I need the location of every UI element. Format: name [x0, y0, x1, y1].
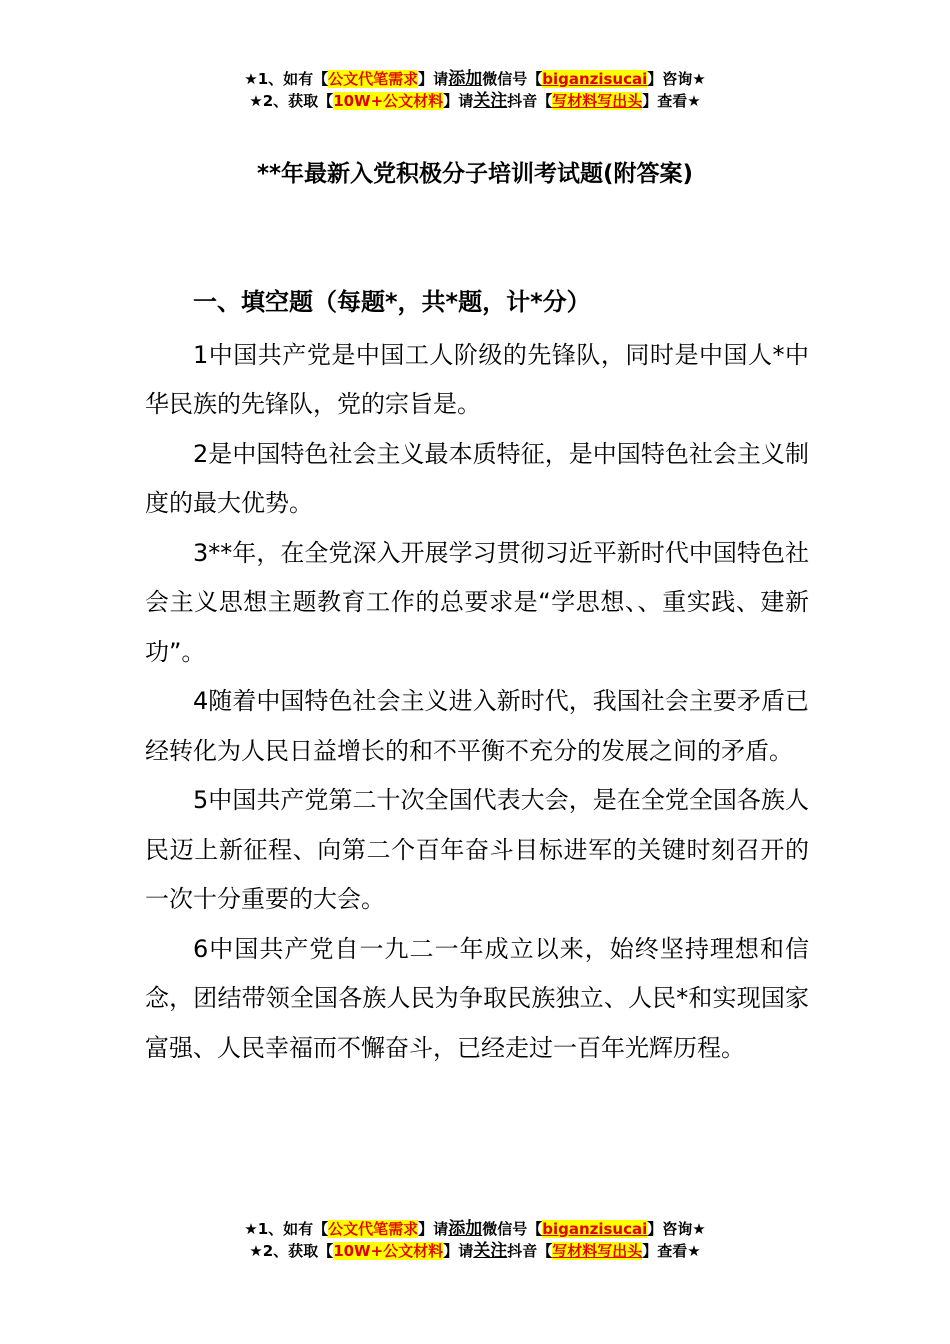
banner-text: 微信号【	[482, 70, 543, 88]
banner-emphasis: 关注	[473, 1241, 508, 1261]
banner-text: 抖音【	[507, 1242, 553, 1260]
banner-text: ★2、获取【	[249, 92, 334, 110]
banner-text: 】请	[443, 92, 474, 110]
banner-line-2	[0, 90, 950, 112]
footer-banner	[0, 1218, 950, 1262]
banner-text: 】查看★	[642, 1242, 701, 1260]
banner-emphasis: 添加	[448, 1219, 483, 1239]
question-1: 1中国共产党是中国工人阶级的先锋队，同时是中国人*中华民族的先锋队，党的宗旨是。	[145, 340, 809, 418]
banner-text: 抖音【	[507, 92, 553, 110]
banner-highlight: 写材料写出头	[552, 92, 643, 110]
question-5: 5中国共产党第二十次全国代表大会，是在全党全国各族人民迈上新征程、向第二个百年奋斗目标进军的关键时刻召开的一次十分重要的大会。	[145, 786, 809, 913]
header-banner	[0, 68, 950, 112]
banner-highlight: 10W+公文材料	[333, 92, 444, 110]
banner-text: ★2、获取【	[249, 1242, 334, 1260]
banner-highlight: 10W+公文材料	[333, 1242, 444, 1260]
banner-emphasis: 添加	[448, 69, 483, 89]
banner-text: 微信号【	[482, 1220, 543, 1238]
banner-text: 】查看★	[642, 92, 701, 110]
banner-highlight: 写材料写出头	[552, 1242, 643, 1260]
banner-line-1	[0, 68, 950, 90]
question-3: 3**年，在全党深入开展学习贯彻习近平新时代中国特色社会主义思想主题教育工作的总要求是“学思想、、重实践、建新功”。	[145, 538, 809, 666]
banner-emphasis: 关注	[473, 91, 508, 111]
question-6: 6中国共产党自一九二一年成立以来，始终坚持理想和信念，团结带领全国各族人民为争取民族独立、人民*和实现国家富强、人民幸福而不懈奋斗，已经走过一百年光辉历程。	[145, 934, 809, 1062]
banner-line-2	[0, 1240, 950, 1262]
banner-highlight: biganzisucai	[542, 1220, 648, 1238]
banner-text: 】咨询★	[647, 70, 706, 88]
section-heading: 一、填空题（每题*，共*题，计*分）	[193, 288, 591, 316]
question-4: 4随着中国特色社会主义进入新时代，我国社会主要矛盾已经转化为人民日益增长的和不平衡不充分的发展之间的矛盾。	[145, 687, 809, 765]
banner-highlight: 公文代笔需求	[328, 1220, 419, 1238]
banner-text: ★1、如有【	[244, 1220, 329, 1238]
banner-text: ★1、如有【	[244, 70, 329, 88]
banner-line-1	[0, 1218, 950, 1240]
banner-text: 】请	[443, 1242, 474, 1260]
document-title: **年最新入党积极分子培训考试题(附答案)	[256, 161, 694, 187]
banner-text: 】咨询★	[647, 1220, 706, 1238]
banner-highlight: biganzisucai	[542, 70, 648, 88]
document-body	[145, 278, 809, 1073]
banner-highlight: 公文代笔需求	[328, 70, 419, 88]
banner-text: 】请	[418, 70, 449, 88]
question-2: 2是中国特色社会主义最本质特征，是中国特色社会主义制度的最大优势。	[145, 439, 809, 517]
banner-text: 】请	[418, 1220, 449, 1238]
